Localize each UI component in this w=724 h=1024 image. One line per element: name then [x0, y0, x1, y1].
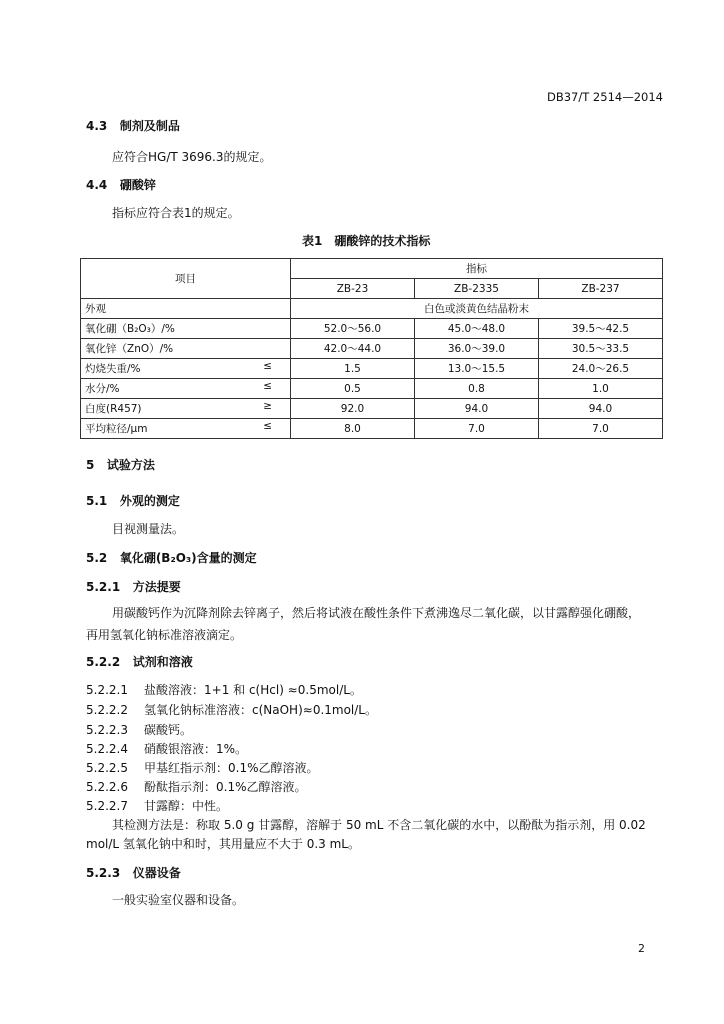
section-number: 5.2.1 — [86, 580, 121, 594]
cell-value: 0.5 — [291, 379, 415, 399]
section-number: 5.1 — [86, 494, 108, 508]
paragraph-line: mol/L 氢氧化钠中和时，其用量应不大于 0.3 mL。 — [86, 837, 360, 851]
section-title: 仪器设备 — [132, 866, 181, 880]
list-item — [86, 779, 307, 795]
list-item — [86, 798, 228, 814]
row-label: 平均粒径/μm ≤ — [81, 419, 291, 439]
cell-value: 92.0 — [291, 399, 415, 419]
item-text: 甲基红指示剂：0.1%乙醇溶液。 — [144, 761, 319, 775]
section-title: 氧化硼(B₂O₃)含量的测定 — [119, 551, 257, 565]
cell-value: 36.0～39.0 — [415, 339, 539, 359]
table-row — [81, 319, 663, 339]
item-number: 5.2.2.4 — [86, 742, 128, 756]
list-item — [86, 682, 362, 698]
section-5-heading — [86, 457, 155, 473]
cell-value: 39.5～42.5 — [539, 319, 663, 339]
comparator: ≤ — [263, 360, 272, 372]
item-text: 甘露醇：中性。 — [144, 799, 229, 813]
section-title: 制剂及制品 — [119, 119, 180, 133]
cell-value: 1.5 — [291, 359, 415, 379]
table-row — [81, 359, 663, 379]
section-4-3-heading — [86, 118, 180, 134]
model-header: ZB-23 — [291, 279, 415, 299]
section-number: 4.4 — [86, 178, 108, 192]
cell-value: 45.0～48.0 — [415, 319, 539, 339]
table-row — [81, 299, 663, 319]
cell-value: 52.0～56.0 — [291, 319, 415, 339]
section-title: 试验方法 — [106, 458, 155, 472]
row-label: 氧化硼（B₂O₃）/% — [81, 319, 291, 339]
cell-value: 7.0 — [539, 419, 663, 439]
header-index: 指标 — [291, 259, 663, 279]
paragraph-line: 其检测方法是：称取 5.0 g 甘露醇，溶解于 50 mL 不含二氧化碳的水中，以酚酞为指示剂，用 0.02 — [112, 818, 646, 832]
cell-value: 42.0～44.0 — [291, 339, 415, 359]
item-number: 5.2.2.5 — [86, 761, 128, 775]
item-number: 5.2.2.6 — [86, 780, 128, 794]
section-number: 5 — [86, 458, 95, 472]
item-text: 硝酸银溶液：1%。 — [144, 742, 248, 756]
cell-value: 8.0 — [291, 419, 415, 439]
cell-value: 1.0 — [539, 379, 663, 399]
table-row — [81, 379, 663, 399]
row-label: 氧化锌（ZnO）/% — [81, 339, 291, 359]
document-header: DB37/T 2514—2014 — [547, 90, 663, 104]
paragraph-line: 再用氢氧化钠标准溶液滴定。 — [86, 628, 243, 642]
cell-value: 13.0～15.5 — [415, 359, 539, 379]
section-number: 5.2 — [86, 551, 108, 565]
section-title: 外观的测定 — [119, 494, 180, 508]
section-number: 5.2.2 — [86, 655, 121, 669]
row-label: 灼烧失重/% ≤ — [81, 359, 291, 379]
list-item — [86, 741, 247, 757]
cell-value: 94.0 — [415, 399, 539, 419]
section-5-1-heading — [86, 493, 180, 509]
model-header: ZB-2335 — [415, 279, 539, 299]
section-number: 4.3 — [86, 119, 108, 133]
item-text: 氢氧化钠标准溶液：c(NaOH)≈0.1mol/L。 — [144, 703, 377, 717]
cell-value: 94.0 — [539, 399, 663, 419]
section-5-2-heading — [86, 550, 257, 566]
item-text: 盐酸溶液：1+1 和 c(Hcl) ≈0.5mol/L。 — [144, 683, 362, 697]
header-item: 项目 — [81, 259, 291, 299]
page-number: 2 — [638, 942, 645, 955]
section-title: 硼酸锌 — [119, 178, 156, 192]
section-5-2-2-heading — [86, 654, 193, 670]
comparator: ≤ — [263, 420, 272, 432]
spec-table — [80, 258, 663, 439]
row-label: 白度(R457) ≥ — [81, 399, 291, 419]
table-caption: 表1 硼酸锌的技术指标 — [302, 234, 431, 248]
section-5-2-3-text: 一般实验室仪器和设备。 — [112, 893, 245, 907]
section-5-1-text: 目视测量法。 — [112, 522, 185, 536]
item-number: 5.2.2.2 — [86, 703, 128, 717]
row-value: 白色或淡黄色结晶粉末 — [291, 299, 663, 319]
table-row — [81, 399, 663, 419]
item-number: 5.2.2.1 — [86, 683, 128, 697]
comparator: ≤ — [263, 380, 272, 392]
cell-value: 7.0 — [415, 419, 539, 439]
row-label: 水分/% ≤ — [81, 379, 291, 399]
section-title: 方法提要 — [132, 580, 181, 594]
section-number: 5.2.3 — [86, 866, 121, 880]
item-text: 碳酸钙。 — [144, 723, 193, 737]
list-item — [86, 702, 377, 718]
cell-value: 0.8 — [415, 379, 539, 399]
section-title: 试剂和溶液 — [132, 655, 193, 669]
section-4-3-text: 应符合HG/T 3696.3的规定。 — [112, 150, 272, 164]
list-item — [86, 722, 192, 738]
paragraph-line: 用碳酸钙作为沉降剂除去锌离子，然后将试液在酸性条件下煮沸逸尽二氧化碳，以甘露醇强化硼酸， — [112, 606, 641, 620]
section-4-4-heading — [86, 177, 156, 193]
row-label: 外观 — [81, 299, 291, 319]
list-item — [86, 760, 319, 776]
comparator: ≥ — [263, 400, 272, 412]
section-4-4-text: 指标应符合表1的规定。 — [112, 206, 240, 220]
section-5-2-1-heading — [86, 579, 181, 595]
cell-value: 24.0～26.5 — [539, 359, 663, 379]
item-number: 5.2.2.7 — [86, 799, 128, 813]
cell-value: 30.5～33.5 — [539, 339, 663, 359]
table-row — [81, 339, 663, 359]
item-text: 酚酞指示剂：0.1%乙醇溶液。 — [144, 780, 307, 794]
item-number: 5.2.2.3 — [86, 723, 128, 737]
section-5-2-3-heading — [86, 865, 181, 881]
table-row — [81, 419, 663, 439]
model-header: ZB-237 — [539, 279, 663, 299]
